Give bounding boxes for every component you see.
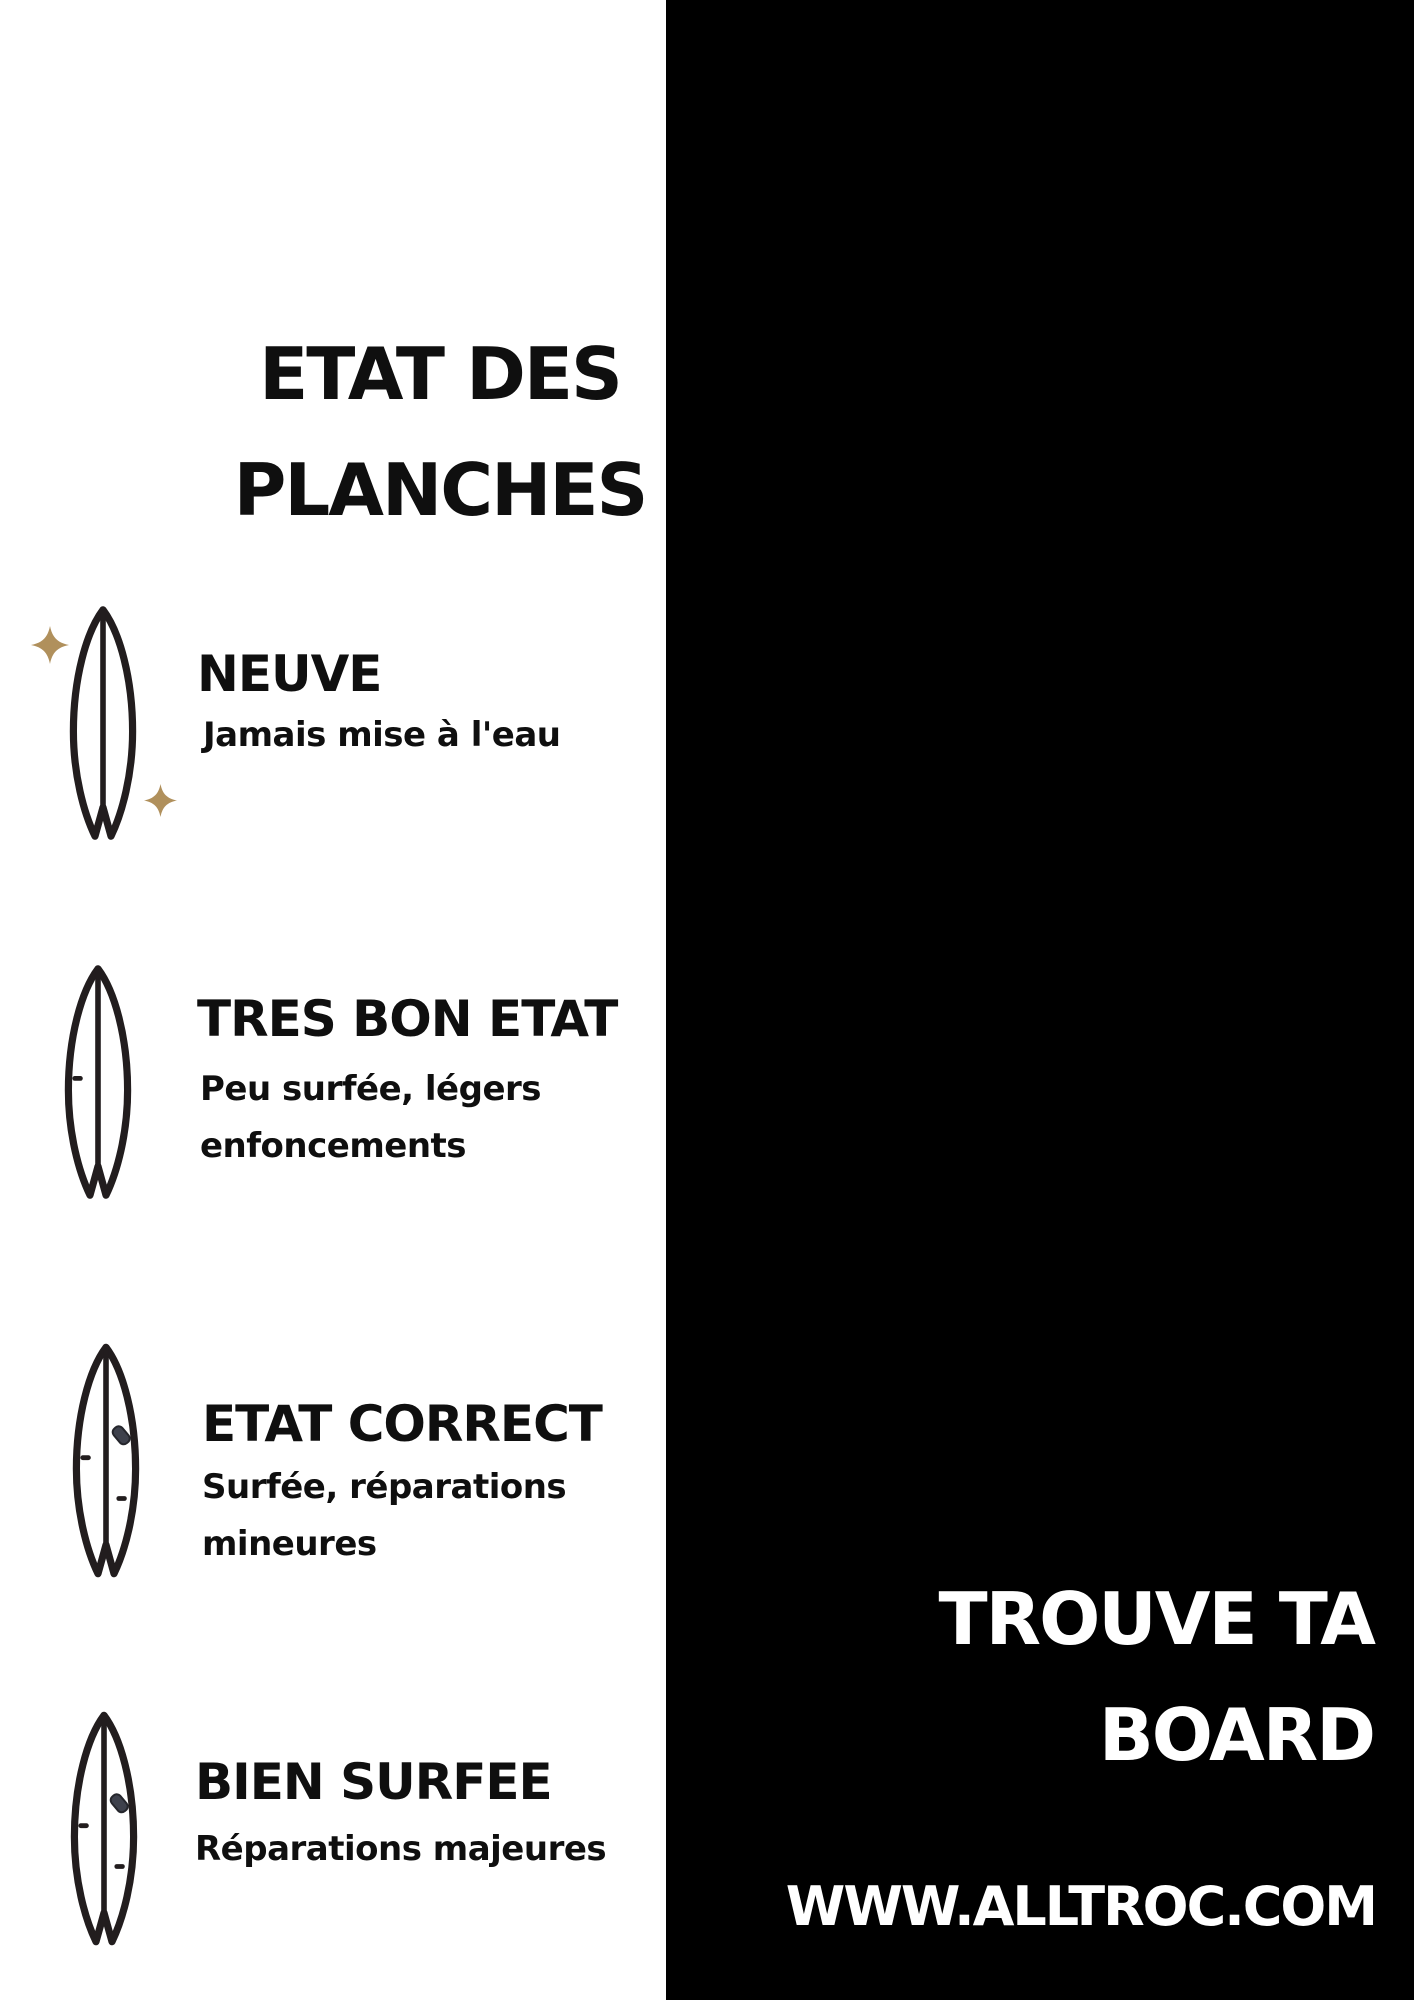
page-title-line2: PLANCHES <box>233 448 647 532</box>
dent-mark <box>114 1864 124 1869</box>
dent-mark <box>80 1455 90 1460</box>
surfboard-minor-repairs-icon <box>66 1341 146 1584</box>
tagline-line2: BOARD <box>1098 1693 1374 1777</box>
repair-patch-mark <box>111 1424 132 1446</box>
condition-desc-bien-surfee: Réparations majeures <box>195 1829 607 1869</box>
page-title <box>140 316 740 548</box>
dent-mark <box>72 1076 82 1081</box>
repair-patch-mark <box>109 1792 130 1814</box>
condition-desc-tres-bon-etat: Peu surfée, légers enfoncements <box>200 1069 542 1166</box>
sparkle-icon <box>144 784 177 817</box>
condition-label-etat-correct: ETAT CORRECT <box>202 1395 602 1453</box>
condition-label-bien-surfee: BIEN SURFEE <box>195 1753 552 1811</box>
surfboard-pristine-icon <box>63 604 143 846</box>
dent-mark <box>78 1823 88 1828</box>
condition-label-tres-bon-etat: TRES BON ETAT <box>197 990 618 1048</box>
tagline-line1: TROUVE TA <box>938 1577 1374 1661</box>
condition-desc-neuve: Jamais mise à l'eau <box>203 715 561 755</box>
condition-label-neuve: NEUVE <box>197 645 382 703</box>
tagline <box>734 1561 1374 1793</box>
surfboard-major-repairs-icon <box>64 1701 144 1960</box>
surfboard-light-dent-icon <box>58 962 138 1206</box>
dent-mark <box>116 1496 126 1501</box>
website-url: WWW.ALLTROC.COM <box>785 1875 1376 1938</box>
condition-desc-etat-correct: Surfée, réparations mineures <box>202 1467 567 1564</box>
page-title-line1: ETAT DES <box>259 332 621 416</box>
